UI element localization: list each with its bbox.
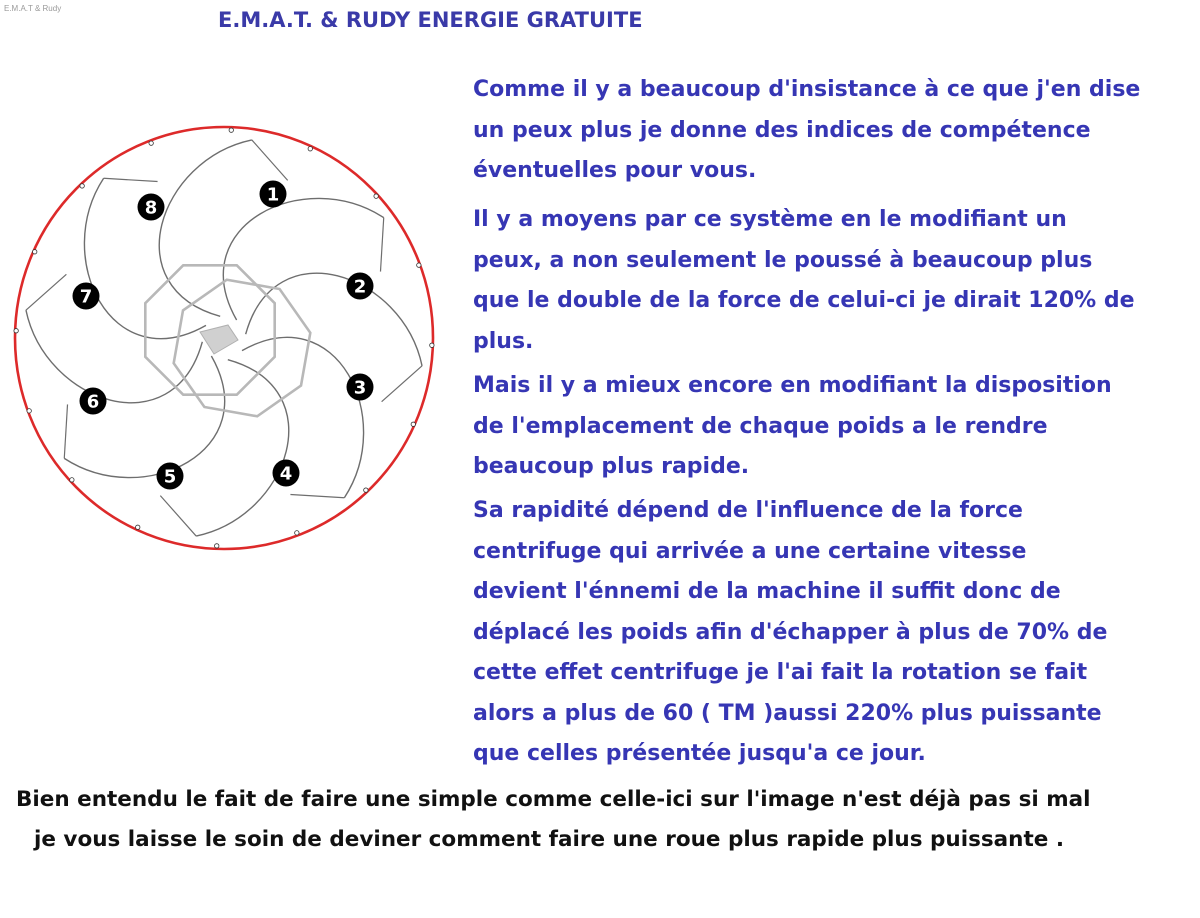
weight-label-1: 1 (266, 184, 280, 206)
text-line: Comme il y a beaucoup d'insistance à ce que j'en dise (473, 77, 1141, 102)
rim-node (136, 525, 140, 529)
text-line: beaucoup plus rapide. (473, 454, 750, 479)
paragraph-1 (473, 70, 1140, 192)
text-line: un peux plus je donne des indices de compétence (473, 117, 1091, 143)
text-line: Mais il y a mieux encore en modifiant la disposition (473, 373, 1112, 398)
weight-label-2: 2 (353, 276, 367, 298)
rim-node (215, 544, 219, 548)
watermark-text: E.M.A.T & Rudy (4, 4, 62, 13)
footer-line: Bien entendu le fait de faire une simple comme celle-ici sur l'image n'est déjà pas si mal (16, 787, 1091, 812)
text-line: peux, a non seulement le poussé à beaucoup plus (473, 247, 1093, 273)
weight-label-8: 8 (144, 197, 158, 219)
weight-7 (73, 283, 100, 310)
rim-node (430, 343, 434, 347)
rim-node (80, 184, 84, 188)
rim-node (364, 488, 368, 492)
text-line: centrifuge qui arrivée a une certaine vitesse (473, 538, 1027, 564)
text-line: éventuelles pour vous. (473, 158, 757, 183)
text-line: que celles présentée jusqu'a ce jour. (473, 741, 926, 766)
wheel-diagram (10, 118, 438, 558)
text-line: alors a plus de 60 ( TM )aussi 220% plus puissante (473, 700, 1102, 726)
rim-node (229, 128, 233, 132)
weight-8 (138, 194, 165, 221)
spoke-curve (64, 356, 224, 478)
text-line: déplacé les poids afin d'échapper à plus de 70% de (473, 619, 1108, 645)
weight-6 (80, 388, 107, 415)
spoke-curve (196, 360, 289, 536)
weight-4 (273, 460, 300, 487)
spoke-curve (242, 337, 364, 497)
spoke-curve (223, 198, 383, 320)
weight-label-5: 5 (163, 466, 177, 488)
hub-center (200, 325, 238, 354)
rim-node (308, 147, 312, 151)
rim-node (14, 329, 18, 333)
spoke-connector (380, 218, 383, 272)
text-line: cette effet centrifuge je l'ai fait la rotation se fait (473, 660, 1088, 685)
rim-node (33, 250, 37, 254)
spoke-connector (26, 274, 66, 310)
text-line: Il y a moyens par ce système en le modifiant un (473, 207, 1067, 232)
weight-1 (260, 181, 287, 208)
spoke-curve (159, 140, 252, 316)
weight-label-6: 6 (86, 391, 100, 413)
rim-node (417, 263, 421, 267)
spoke-connector (104, 178, 158, 181)
rim-node (295, 531, 299, 535)
paragraph-2 (473, 200, 1135, 362)
text-line: Sa rapidité dépend de l'influence de la force (473, 498, 1023, 523)
text-line: plus. (473, 328, 534, 354)
rim-node (374, 194, 378, 198)
footer-line: je vous laisse le soin de deviner comment faire une roue plus rapide plus puissante . (34, 827, 1064, 852)
spoke-connector (290, 494, 344, 497)
weight-label-3: 3 (353, 377, 367, 399)
rim-node (27, 409, 31, 413)
spoke-connector (64, 404, 67, 458)
paragraph-4 (473, 491, 1107, 775)
weight-label-4: 4 (279, 463, 293, 485)
spoke-connector (160, 496, 196, 536)
text-line: que le double de la force de celui-ci je dirait 120% de (473, 288, 1135, 313)
rim-node (149, 141, 153, 145)
paragraph-3 (473, 366, 1112, 488)
rim-node (411, 422, 415, 426)
page-title: E.M.A.T. & RUDY ENERGIE GRATUITE (218, 8, 643, 32)
footer-text (16, 780, 1091, 860)
text-line: devient l'énnemi de la machine il suffit donc de (473, 579, 1061, 604)
rim-node (70, 478, 74, 482)
spoke-connector (252, 140, 288, 180)
weight-5 (157, 463, 184, 490)
spoke-connector (382, 366, 422, 402)
weight-label-7: 7 (79, 286, 93, 308)
weight-3 (347, 374, 374, 401)
text-line: de l'emplacement de chaque poids a le rendre (473, 413, 1048, 439)
weight-2 (347, 273, 374, 300)
